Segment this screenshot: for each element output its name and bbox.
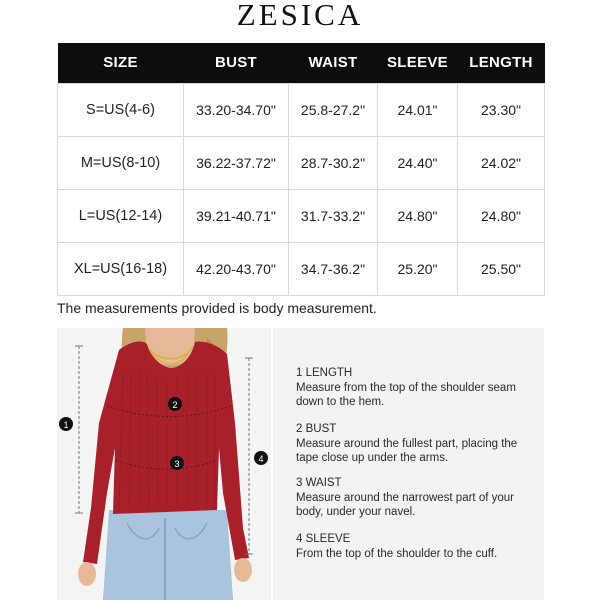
size-cell: L=US(12-14)	[58, 189, 184, 242]
size-chart-table	[57, 43, 545, 296]
measurement-instructions-panel	[273, 328, 544, 600]
length-cell: 24.02"	[458, 136, 545, 189]
svg-text:2: 2	[172, 400, 178, 410]
marker-sleeve	[254, 451, 268, 465]
instruction-title: 2 BUST	[296, 423, 337, 435]
instruction-waist	[296, 476, 536, 520]
brand-logo: ZESICA	[236, 0, 364, 32]
table-row	[58, 83, 545, 136]
model-photo	[57, 328, 271, 600]
length-cell: 25.50"	[458, 242, 545, 295]
table-header-row	[58, 43, 545, 83]
size-cell: XL=US(16-18)	[58, 242, 184, 295]
svg-text:1: 1	[63, 420, 69, 430]
waist-cell: 25.8-27.2"	[289, 83, 378, 136]
marker-length	[59, 417, 73, 431]
instruction-title: 4 SLEEVE	[296, 533, 351, 545]
instruction-sleeve	[296, 532, 536, 561]
header-waist: WAIST	[289, 43, 378, 83]
length-cell: 23.30"	[458, 83, 545, 136]
instruction-title: 3 WAIST	[296, 477, 342, 489]
header-size: SIZE	[58, 43, 184, 83]
instruction-text: Measure around the narrowest part of your body, under your navel.	[296, 491, 514, 518]
instruction-length	[296, 366, 536, 410]
table-row	[58, 136, 545, 189]
sleeve-cell: 24.80"	[378, 189, 458, 242]
size-cell: M=US(8-10)	[58, 136, 184, 189]
bust-cell: 36.22-37.72"	[184, 136, 289, 189]
waist-cell: 34.7-36.2"	[289, 242, 378, 295]
marker-bust	[168, 397, 182, 411]
bust-cell: 33.20-34.70"	[184, 83, 289, 136]
instruction-text: Measure from the top of the shoulder seam down to the hem.	[296, 381, 516, 408]
sleeve-cell: 24.01"	[378, 83, 458, 136]
instruction-text: From the top of the shoulder to the cuff.	[296, 547, 498, 560]
sleeve-cell: 24.40"	[378, 136, 458, 189]
waist-cell: 28.7-30.2"	[289, 136, 378, 189]
marker-waist	[170, 456, 184, 470]
header-length: LENGTH	[458, 43, 545, 83]
header-sleeve: SLEEVE	[378, 43, 458, 83]
model-photo-panel	[57, 328, 271, 600]
size-cell: S=US(4-6)	[58, 83, 184, 136]
waist-cell: 31.7-33.2"	[289, 189, 378, 242]
header-bust: BUST	[184, 43, 289, 83]
bust-cell: 39.21-40.71"	[184, 189, 289, 242]
sleeve-cell: 25.20"	[378, 242, 458, 295]
instruction-title: 1 LENGTH	[296, 367, 353, 379]
instruction-bust	[296, 422, 536, 466]
bust-cell: 42.20-43.70"	[184, 242, 289, 295]
svg-text:3: 3	[174, 459, 180, 469]
measurement-note: The measurements provided is body measurement.	[57, 300, 377, 316]
length-cell: 24.80"	[458, 189, 545, 242]
table-row	[58, 242, 545, 295]
table-row	[58, 189, 545, 242]
instruction-text: Measure around the fullest part, placing the tape close up under the arms.	[296, 437, 518, 464]
svg-text:4: 4	[258, 454, 264, 464]
